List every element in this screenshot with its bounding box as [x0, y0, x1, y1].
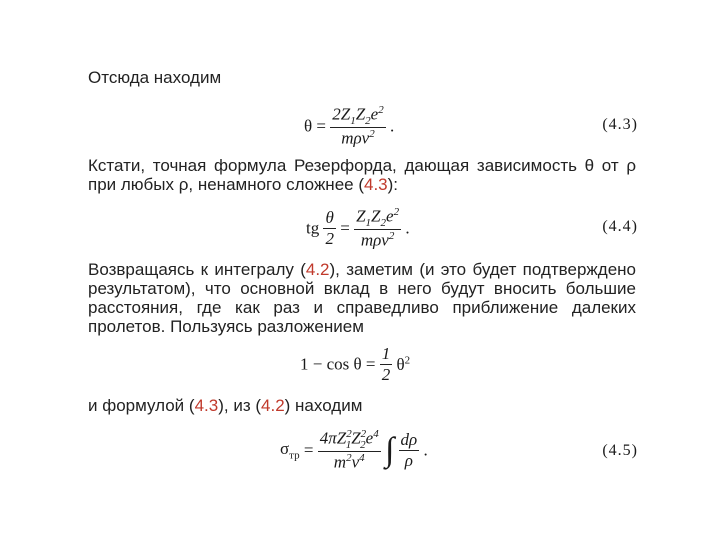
- equation-4-5: [0, 428, 720, 480]
- equation-4-4-body: tg $\frac{\theta}{2}$ = $\frac{Z_1Z_2e^2}{m\rho v^2}$ .: [306, 206, 410, 250]
- fraction: $\frac{2Z_1Z_2e^2}{m\rho v^2}$: [332, 104, 384, 148]
- integral-sign: ∫: [384, 431, 395, 469]
- equation-4-5-body: $\sigma_{тр}$ = $\frac{4\pi Z^2_1Z^2_2e^4}{m^2v^4}$ ∫ $\frac{d\rho}{\rho}$ .: [280, 428, 428, 472]
- equation-reference-link[interactable]: 4.3: [194, 396, 219, 415]
- equation-reference-link[interactable]: 4.2: [261, 396, 285, 415]
- paragraph-rutherford: Кстати, точная формула Резерфорда, дающая зависимость θ от ρ при любых ρ, ненамного сложнее (4.3):: [88, 156, 636, 194]
- equation-4-3-body: θ = $\frac{2Z_1Z_2e^2}{m\rho v^2}$ .: [304, 104, 395, 148]
- paragraph-integral: Возвращаясь к интегралу (4.2), заметим (и это будет подтверждено результатом), что основной вклад в него будут вносить большие расстояния, где как раз и справедливо приближение далеких пролетов. Пользуясь разложением: [88, 260, 636, 336]
- equation-number: (4.4): [602, 218, 638, 235]
- equation-cos-expansion: [0, 344, 720, 384]
- paragraph-formula: и формулой (4.3), из (4.2) находим: [88, 396, 363, 415]
- equation-number: (4.5): [602, 442, 638, 459]
- equation-reference-link[interactable]: 4.2: [305, 260, 330, 279]
- equation-cos-body: 1 − cos θ = $\frac{1}{2}$ $\theta^2$: [300, 344, 411, 384]
- equation-4-4: [0, 206, 720, 250]
- equation-reference-link[interactable]: 4.3: [364, 175, 388, 194]
- paragraph-intro: [88, 68, 636, 87]
- text-intro: Отсюда находим: [88, 68, 222, 87]
- equation-number: (4.3): [602, 116, 638, 133]
- equation-4-3: [0, 104, 720, 148]
